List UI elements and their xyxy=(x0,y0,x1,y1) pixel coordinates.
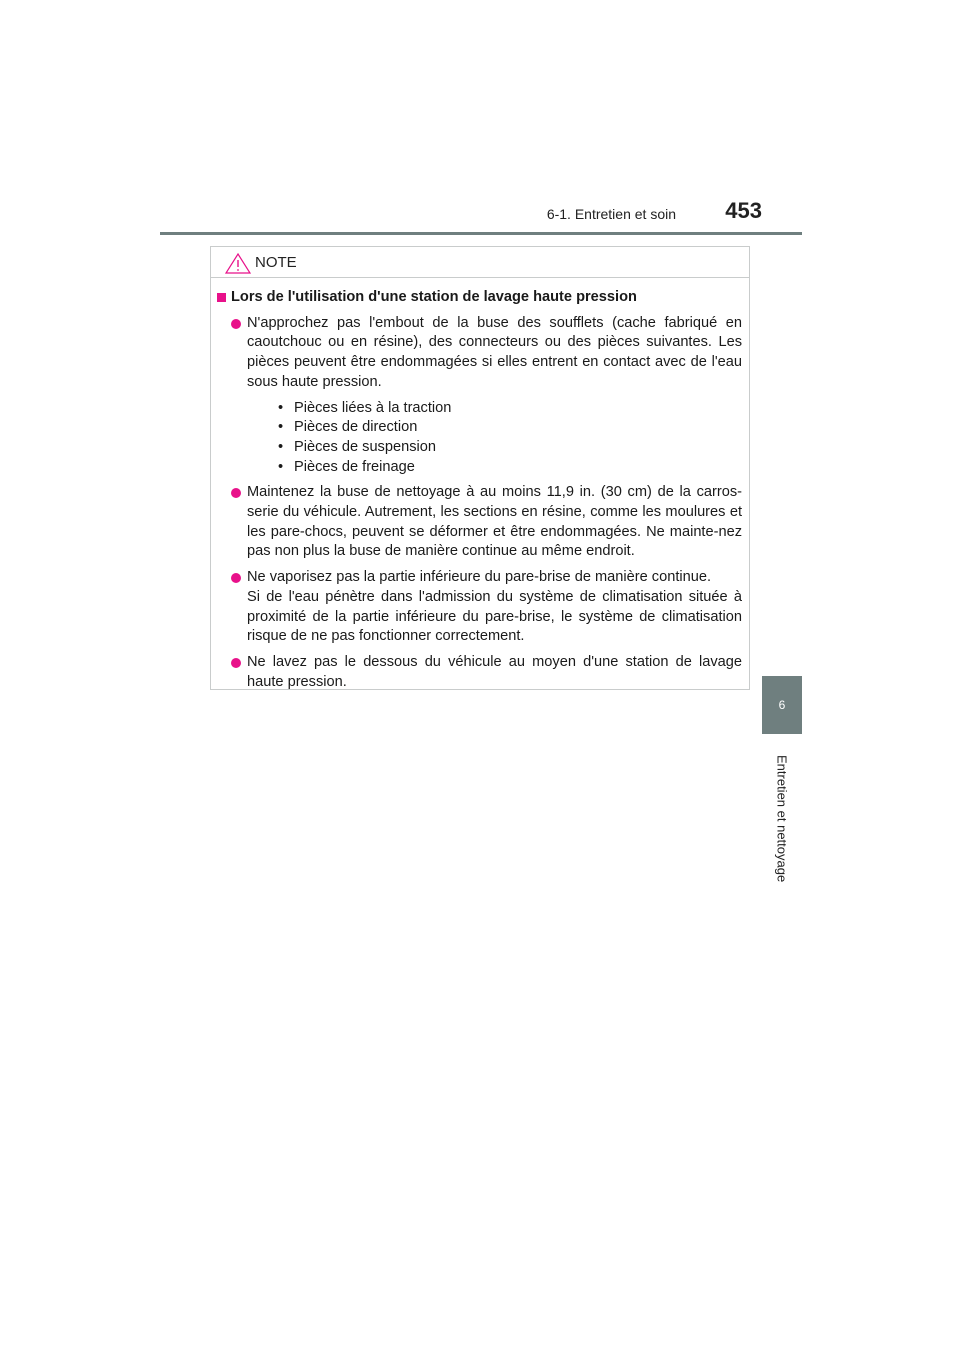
parts-list-item xyxy=(277,399,742,419)
header-rule xyxy=(160,232,802,235)
list-item-text xyxy=(247,314,742,478)
list-item xyxy=(217,653,742,692)
part-text: Pièces liées à la traction xyxy=(294,399,452,416)
chapter-label-container xyxy=(762,742,802,896)
section-heading-text: Lors de l'utilisation d'une station de lavage haute pression xyxy=(231,289,637,305)
item-text: N'approchez pas l'embout de la buse des soufflets (cache fabriqué en caoutchouc ou en résine), des connecteurs ou des pièces suivantes. Les pièces peuvent être endommagées si elles entrent en contact avec de l'eau sous haute pression. xyxy=(247,314,742,390)
section-title: 6-1. Entretien et soin xyxy=(546,206,676,222)
list-item xyxy=(217,483,742,562)
parts-list xyxy=(277,399,742,478)
square-bullet-icon xyxy=(217,293,226,302)
chapter-label: Entretien et nettoyage xyxy=(774,755,790,883)
part-text: Pièces de direction xyxy=(294,419,418,436)
dot-icon: • xyxy=(278,399,284,416)
item-text: Ne vaporisez pas la partie inférieure du pare-brise de manière continue. xyxy=(247,569,712,586)
item-continuation: Si de l'eau pénètre dans l'admission du système de climatisation située à proximité de la partie inférieure du pare-brise, le système de climatisation risque de ne pas fonctionner correctement. xyxy=(247,588,742,645)
note-title: NOTE xyxy=(255,254,297,271)
note-body xyxy=(211,278,749,692)
parts-list-item xyxy=(277,458,742,478)
section-heading xyxy=(217,288,742,308)
warning-triangle-icon xyxy=(225,253,251,274)
page-number: 453 xyxy=(725,198,762,223)
dot-icon: • xyxy=(278,458,284,475)
list-item-text xyxy=(247,568,742,647)
dot-icon: • xyxy=(278,438,284,455)
note-box xyxy=(210,246,750,690)
bullet-icon xyxy=(231,573,241,583)
item-text: Ne lavez pas le dessous du véhicule au moyen d'une station de lavage haute pression. xyxy=(247,653,742,690)
list-item xyxy=(217,568,742,647)
bullet-icon xyxy=(231,658,241,668)
parts-list-item xyxy=(277,418,742,438)
bullet-icon xyxy=(231,488,241,498)
part-text: Pièces de suspension xyxy=(294,438,436,455)
chapter-number: 6 xyxy=(762,676,802,734)
dot-icon: • xyxy=(278,419,284,436)
bullet-icon xyxy=(231,319,241,329)
parts-list-item xyxy=(277,438,742,458)
chapter-tab xyxy=(762,676,802,896)
note-header xyxy=(211,247,749,278)
list-item xyxy=(217,314,742,478)
item-text: Maintenez la buse de nettoyage à au moins 11,9 in. (30 cm) de la carros-serie du véhicule. Autrement, les sections en résine, comme les moulures et les pare-chocs, peuvent se déformer et être endommagées. Ne mainte-nez pas non plus la buse de manière continue au même endroit. xyxy=(247,484,742,560)
part-text: Pièces de freinage xyxy=(294,458,415,475)
